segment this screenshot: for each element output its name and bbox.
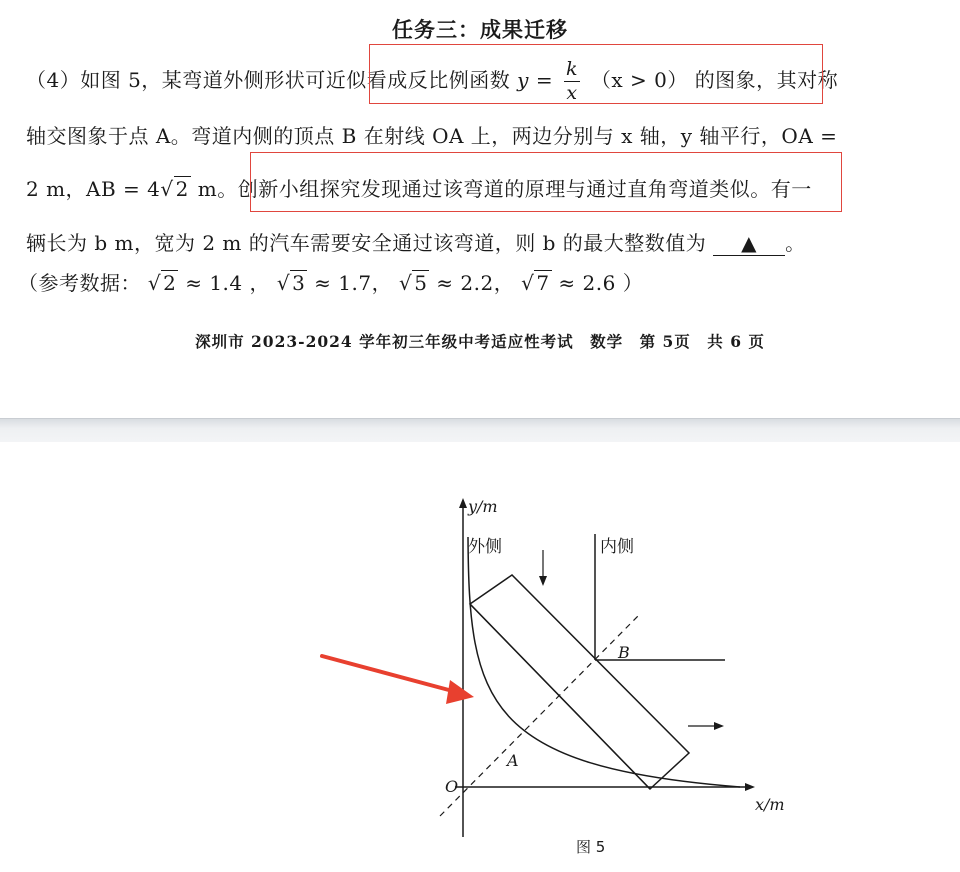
exam-page-bottom (0, 442, 960, 872)
car-inner-line (470, 604, 650, 789)
inner-side-label: 内侧 (600, 537, 634, 557)
page-divider (0, 418, 960, 442)
reference-data-line: （参考数据： √ 2 ≈ 1.4 ， √ 3 ≈ 1.7， √ 5 ≈ 2.2， √ 7 ≈ 2.6 ） (18, 271, 644, 295)
car-rectangle (470, 575, 689, 789)
figure-svg (300, 442, 820, 872)
answer-blank: ▲ (713, 231, 785, 256)
highlight-box-principle (250, 152, 842, 212)
point-B-label: B (618, 643, 630, 662)
sqrt-symbol: √ 2 (147, 271, 177, 295)
sqrt-symbol: √ 5 (398, 271, 428, 295)
problem-line-3: 2 m，AB = 4√ 2 m。创新小组探究发现通过该弯道的原理与通过直角弯道类似。有一 (26, 177, 812, 201)
problem-line-1: （4）如图 5，某弯道外侧形状可近似看成反比例函数 y = $\frac{k}{x}$ （x > 0） 的图象，其对称 (26, 58, 839, 104)
fraction-k-over-x: $\frac{k}{x}$ (565, 58, 578, 104)
sqrt-symbol: √ 3 (276, 271, 306, 295)
figure-5 (300, 442, 820, 872)
page-footer: 深圳市 2023-2024 学年初三年级中考适应性考试 数学 第 5页 共 6 页 (195, 332, 765, 351)
problem-line-2: 轴交图象于点 A。弯道内侧的顶点 B 在射线 OA 上，两边分别与 x 轴，y 轴平行，OA = (26, 124, 838, 148)
annotation-arrow-line (322, 656, 460, 693)
y-axis-label: y/m (468, 497, 498, 516)
problem-line-4: 辆长为 b m，宽为 2 m 的汽车需要安全通过该弯道，则 b 的最大整数值为 ▲ 。 (26, 231, 806, 255)
y-axis-arrow-icon (459, 498, 467, 508)
highlight-box-function (369, 44, 823, 104)
point-A-label: A (507, 751, 519, 770)
x-axis-label: x/m (755, 795, 785, 814)
sqrt-symbol: √ 7 (521, 271, 550, 295)
figure-caption: 图 5 (576, 838, 606, 856)
dashed-ray-OA (440, 616, 638, 816)
red-arrow-icon (446, 680, 474, 704)
arrow-down-icon (539, 576, 547, 586)
exam-page-top (0, 0, 960, 418)
point-O-label: O (445, 777, 459, 796)
sqrt-symbol: √ 2 (160, 177, 189, 201)
outer-side-label: 外侧 (468, 537, 502, 557)
task-title: 任务三：成果迁移 (392, 18, 568, 42)
x-axis-arrow-icon (745, 783, 755, 791)
hyperbola-curve (468, 537, 740, 787)
arrow-right-icon (714, 722, 724, 730)
